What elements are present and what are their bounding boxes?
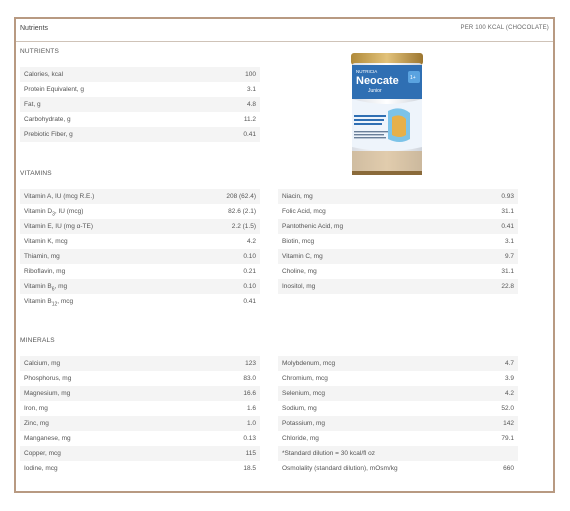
nutrient-label: Vitamin C, mg [282,253,323,260]
nutrient-value: 4.2 [504,390,514,397]
nutrient-label: Pantothenic Acid, mg [282,223,344,230]
nutrient-value: 1.6 [246,405,256,412]
product-can-image [348,51,426,179]
nutrients-heading: NUTRIENTS [20,48,59,55]
nutrient-row [20,67,260,82]
nutrient-label: Protein Equivalent, g [24,86,84,93]
nutrient-row [20,294,260,309]
nutrient-value: 0.41 [243,298,256,305]
nutrient-value: 2.2 (1.5) [231,223,256,230]
nutrient-label: *Standard dilution = 30 kcal/fl oz [282,450,376,457]
nutrient-row [278,204,518,219]
nutrient-value: 11.2 [243,116,256,123]
panel-title: Nutrients [20,25,49,32]
nutrient-label: Chromium, mcg [282,375,328,382]
nutrient-label: Calories, kcal [24,71,64,78]
can-variant: Junior [368,88,382,94]
nutrient-row [20,401,260,416]
nutrient-row [278,264,518,279]
nutrients-table [20,67,260,142]
nutrient-row [20,112,260,127]
nutrient-label: Vitamin $B_{12}$, mcg [24,298,74,308]
nutrient-value: 18.5 [243,465,256,472]
nutrient-label: Sodium, mg [282,405,317,412]
nutrient-row [20,446,260,461]
nutrient-value: 142 [503,420,514,427]
nutrient-label: Folic Acid, mcg [282,208,326,215]
nutrient-value: 660 [503,465,514,472]
nutrient-label: Iodine, mcg [24,465,58,472]
nutrient-value: 9.7 [504,253,514,260]
can-age: 1+ [410,75,416,81]
per-unit-label: PER 100 KCAL (CHOCOLATE) [460,25,549,31]
nutrient-value: 208 (62.4) [226,193,256,200]
nutrient-value: 0.10 [243,253,256,260]
nutrient-row [20,249,260,264]
nutrient-row [20,416,260,431]
nutrient-row [278,416,518,431]
nutrient-row [278,446,518,461]
nutrient-label: Vitamin K, mcg [24,238,68,245]
nutrient-row [20,386,260,401]
nutrient-label: Manganese, mg [24,435,71,442]
nutrient-row [20,219,260,234]
nutrient-label: Iron, mg [24,405,48,412]
nutrient-label: Vitamin E, IU (mg α-TE) [24,223,94,230]
nutrient-value: 4.7 [504,360,514,367]
nutrient-row [278,234,518,249]
nutrient-value: 0.21 [243,268,256,275]
nutrient-label: Calcium, mg [24,360,61,367]
nutrient-value: 79.1 [501,435,514,442]
nutrient-row [20,82,260,97]
nutrient-label: Inositol, mg [282,283,316,290]
nutrient-row [20,97,260,112]
nutrient-value: 1.0 [246,420,256,427]
nutrient-label: Vitamin A, IU (mcg R.E.) [24,193,95,200]
nutrient-row [278,189,518,204]
vitamins-table-right [278,189,518,294]
nutrient-label: Osmolality (standard dilution), mOsm/kg [282,465,398,472]
nutrient-value: 100 [245,71,256,78]
nutrient-row [278,401,518,416]
nutrient-value: 4.2 [246,238,256,245]
nutrient-value: 0.41 [501,223,514,230]
nutrient-label: Niacin, mg [282,193,313,200]
nutrient-table-panel [14,17,555,493]
nutrient-label: Molybdenum, mcg [282,360,336,367]
nutrient-value: 0.41 [243,131,256,138]
nutrient-label: Potassium, mg [282,420,325,427]
nutrient-row [20,461,260,476]
nutrient-value: 0.93 [501,193,514,200]
nutrient-row [20,127,260,142]
minerals-table-right [278,356,518,476]
nutrient-row [20,431,260,446]
nutrient-value: 16.6 [243,390,256,397]
nutrient-label: Chloride, mg [282,435,319,442]
nutrient-label: Zinc, mg [24,420,49,427]
nutrient-row [278,356,518,371]
nutrient-value: 31.1 [501,268,514,275]
nutrient-label: Copper, mcg [24,450,61,457]
nutrient-label: Vitamin $B_6$, mg [24,283,68,293]
nutrient-row [278,386,518,401]
nutrient-value: 82.6 (2.1) [228,208,256,215]
nutrient-row [20,189,260,204]
nutrient-label: Thiamin, mg [24,253,60,260]
nutrient-row [20,371,260,386]
minerals-heading: MINERALS [20,337,55,344]
nutrient-row [278,431,518,446]
nutrient-label: Selenium, mcg [282,390,325,397]
nutrient-value: 3.9 [504,375,514,382]
nutrient-value: 123 [245,360,256,367]
nutrient-row [20,264,260,279]
nutrient-value: 4.8 [246,101,256,108]
nutrient-value: 115 [245,450,256,457]
nutrient-label: Fat, g [24,101,41,108]
nutrient-value: 0.13 [243,435,256,442]
nutrient-row [20,356,260,371]
nutrient-row [278,279,518,294]
nutrient-label: Magnesium, mg [24,390,71,397]
nutrient-value: 3.1 [504,238,514,245]
nutrient-value: 0.10 [243,283,256,290]
nutrient-row [278,461,518,476]
nutrient-row [278,371,518,386]
nutrient-label: Prebiotic Fiber, g [24,131,73,138]
can-name: Neocate [356,75,399,87]
nutrient-value: 31.1 [501,208,514,215]
nutrient-label: Carbohydrate, g [24,116,71,123]
nutrient-row [278,249,518,264]
nutrient-row [20,279,260,294]
nutrient-value: 3.1 [246,86,256,93]
nutrient-value: 22.8 [501,283,514,290]
nutrient-label: Riboflavin, mg [24,268,66,275]
nutrient-label: Vitamin $D_3$, IU (mcg) [24,208,84,218]
nutrient-label: Choline, mg [282,268,317,275]
panel-header [16,19,553,42]
nutrient-label: Phosphorus, mg [24,375,72,382]
nutrient-value: 83.0 [243,375,256,382]
nutrient-row [20,204,260,219]
nutrient-row [278,219,518,234]
nutrient-row [20,234,260,249]
vitamins-heading: VITAMINS [20,170,52,177]
can-brand: NUTRICIA [356,69,378,74]
nutrient-value: 52.0 [501,405,514,412]
vitamins-table-left [20,189,260,309]
minerals-table-left [20,356,260,476]
nutrient-label: Biotin, mcg [282,238,315,245]
